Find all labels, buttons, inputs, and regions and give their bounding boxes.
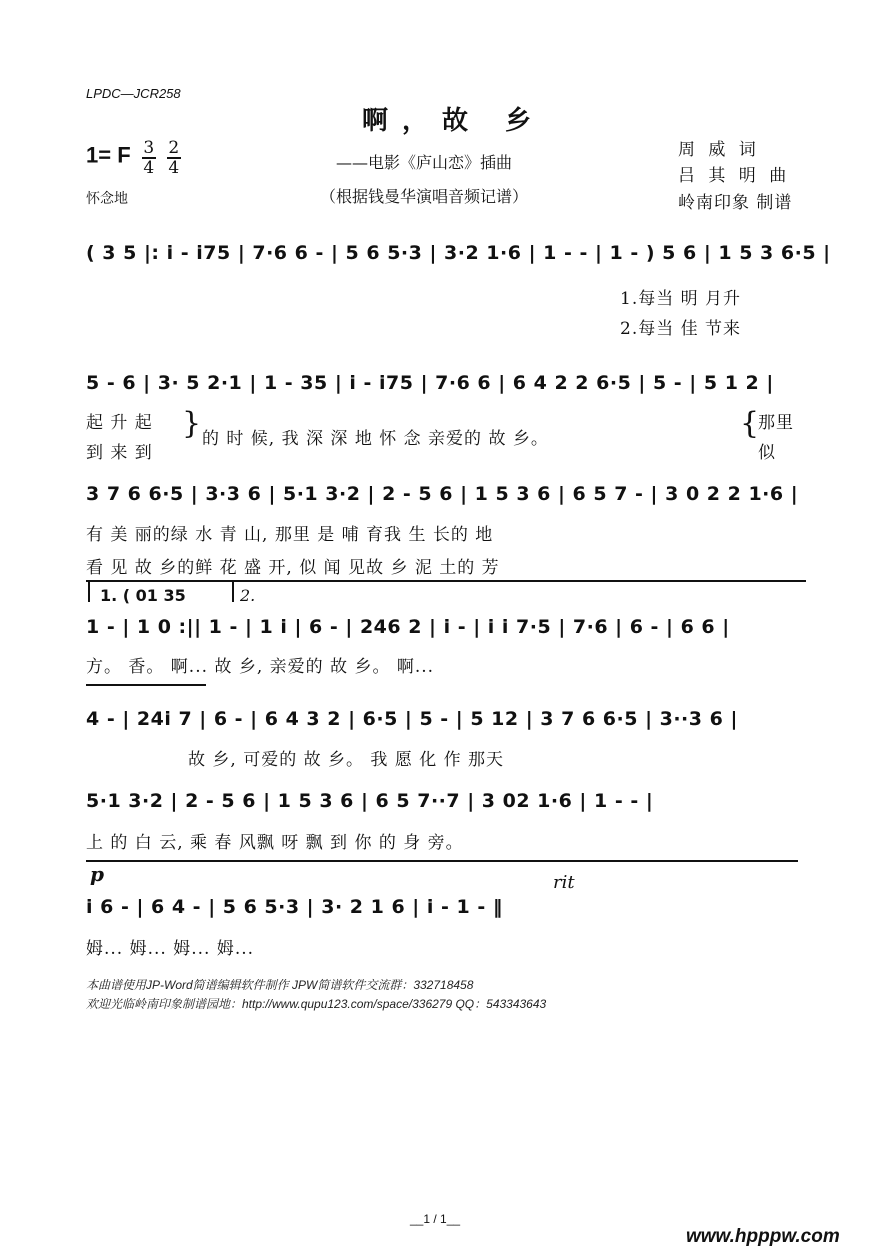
composer: 吕 其 明 曲	[678, 166, 791, 186]
lyric-verse-1-left: 起 升 起	[86, 413, 153, 433]
volta-bracket-1	[88, 580, 90, 602]
brace-right: {	[740, 406, 760, 441]
notation-system-1: ( 3 5 |: i - i75 | 7·6 6 - | 5 6 5·3 | 3·2 1·6 | 1 - - | 1 - ) 5 6 | 1 5 3 6·5 |	[86, 242, 831, 264]
source-note: （根据钱曼华演唱音频记谱）	[320, 187, 529, 206]
lyric-verse-2: 2.每当 佳 节来	[620, 319, 742, 339]
time-signature-2: $\frac{2}{4}$	[168, 138, 180, 178]
lyric-shared: 的 时 候, 我 深 深 地 怀 念 亲爱的 故 乡。	[202, 429, 549, 449]
notation-system-3: 3 7 6 6·5 | 3·3 6 | 5·1 3·2 | 2 - 5 6 | 1 5 3 6 | 6 5 7 - | 3 0 2 2 1·6 |	[86, 483, 799, 505]
ritardando-marking: rit	[553, 872, 575, 893]
volta-first-ending: 1. ( 01 35	[100, 586, 186, 605]
footer-website-note: 欢迎光临岭南印象制谱园地：http://www.qupu123.com/space/336279 QQ：543343643	[86, 997, 547, 1011]
lyric-verse-1: 1.每当 明 月升	[620, 289, 742, 309]
lyricist: 周 威 词	[678, 140, 760, 160]
notation-system-6: 5·1 3·2 | 2 - 5 6 | 1 5 3 6 | 6 5 7··7 | 3 02 1·6 | 1 - - |	[86, 790, 654, 812]
volta-bracket-line	[86, 580, 806, 582]
slur-line	[86, 860, 798, 862]
page-number: __1 / 1__	[410, 1212, 461, 1226]
lyric-line: 姆... 姆... 姆... 姆...	[86, 939, 255, 959]
watermark-url: www.hpppw.com	[686, 1226, 840, 1247]
volta-second-ending: 2.	[240, 586, 256, 605]
lyric-line: 上 的 白 云, 乘 春 风飘 呀 飘 到 你 的 身 旁。	[86, 833, 464, 853]
lyric-verse-2-left: 到 来 到	[86, 443, 153, 463]
footer-software-note: 本曲谱使用JP-Word简谱编辑软件制作 JPW简谱软件交流群：332718458	[86, 978, 474, 992]
notation-system-2: 5 - 6 | 3· 5 2·1 | 1 - 35 | i - i75 | 7·6 6 | 6 4 2 2 6·5 | 5 - | 5 1 2 |	[86, 372, 774, 394]
doc-code: LPDC—JCR258	[86, 86, 181, 101]
notation-system-7: i 6 - | 6 4 - | 5 6 5·3 | 3· 2 1 6 | i - 1 - ‖	[86, 896, 503, 918]
lyric-line: 方。 香。 啊... 故 乡, 亲爱的 故 乡。 啊...	[86, 657, 435, 677]
time-signature-1: $\frac{3}{4}$	[143, 138, 155, 178]
lyric-verse-1-right: 那里	[758, 413, 794, 433]
slur-line	[86, 684, 206, 686]
page-title: 啊，故 乡	[362, 106, 546, 136]
notation-system-5: 4 - | 24i 7 | 6 - | 6 4 3 2 | 6·5 | 5 - | 5 12 | 3 7 6 6·5 | 3··3 6 |	[86, 708, 738, 730]
tempo-marking: 怀念地	[86, 191, 128, 207]
key-label: 1= F	[86, 142, 131, 168]
transcriber: 岭南印象 制谱	[678, 193, 793, 213]
lyric-verse-2: 看 见 故 乡的鲜 花 盛 开, 似 闻 见故 乡 泥 土的 芳	[86, 558, 500, 578]
notation-system-4: 1 - | 1 0 :|| 1 - | 1 i | 6 - | 246 2 | i - | i i 7·5 | 7·6 | 6 - | 6 6 |	[86, 616, 730, 638]
subtitle: ——电影《庐山恋》插曲	[336, 153, 513, 172]
lyric-verse-1: 有 美 丽的绿 水 青 山, 那里 是 哺 育我 生 长的 地	[86, 525, 494, 545]
brace-left: }	[182, 406, 202, 441]
lyric-line: 故 乡, 可爱的 故 乡。 我 愿 化 作 那天	[188, 750, 505, 770]
key-signature	[86, 140, 181, 176]
lyric-verse-2-right: 似	[758, 443, 776, 463]
volta-bracket-2	[232, 580, 234, 602]
dynamic-piano: p	[90, 862, 104, 886]
